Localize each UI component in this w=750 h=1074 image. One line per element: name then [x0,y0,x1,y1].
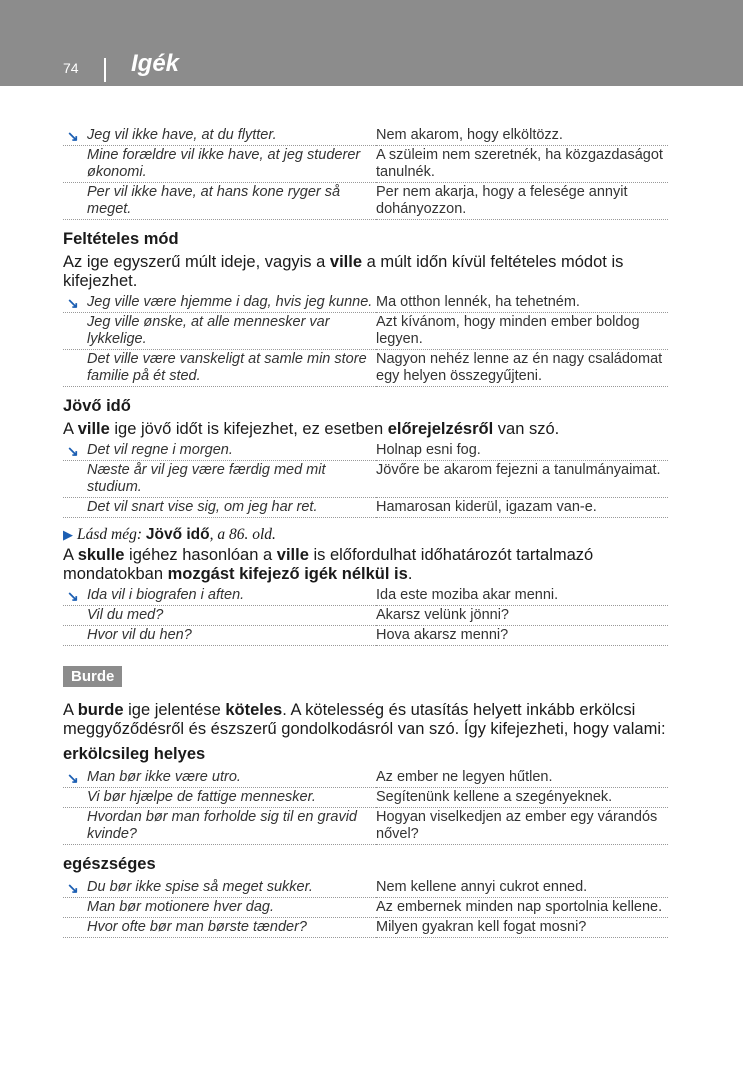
example-row [63,626,668,646]
danish-text: Jeg vil ikke have, at du flytter. [87,127,277,143]
arrow-down-right-icon: ↘ [67,128,79,144]
subheading-healthy: egészséges [63,855,156,873]
danish-text: Det ville være vanskeligt at samle min store familie på ét sted. [87,351,367,384]
hungarian-translation: A szüleim nem szeretnék, ha közgazdaságot tanulnék. [376,146,668,183]
danish-example [63,768,376,788]
hungarian-translation: Ida este moziba akar menni. [376,586,668,606]
danish-text: Næste år vil jeg være færdig med mit studium. [87,462,326,495]
see-also-reference[interactable]: ▶ Lásd még: Jövő idő, a 86. old. [63,526,276,543]
example-row [63,606,668,626]
hungarian-translation: Az embernek minden nap sportolnia kellene. [376,898,668,918]
danish-text: Det vil snart vise sig, om jeg har ret. [87,499,318,515]
example-table-moral [63,768,668,845]
hungarian-translation: Az ember ne legyen hűtlen. [376,768,668,788]
future-paragraph: A ville ige jövő időt is kifejezhet, ez esetben előrejelzésről van szó. [63,420,560,438]
danish-example [63,146,376,183]
hungarian-translation: Hova akarsz menni? [376,626,668,646]
example-row [63,313,668,350]
hungarian-translation: Holnap esni fog. [376,441,668,461]
hungarian-translation: Azt kívánom, hogy minden ember boldog legyen. [376,313,668,350]
triangle-right-icon: ▶ [63,527,73,542]
danish-text: Jeg ville være hjemme i dag, hvis jeg kunne. [87,294,373,310]
arrow-down-right-icon: ↘ [67,443,79,459]
danish-example [63,788,376,808]
hungarian-translation: Ma otthon lennék, ha tehetném. [376,293,668,313]
section-label-burde: Burde [63,666,122,687]
hungarian-translation: Nem kellene annyi cukrot enned. [376,878,668,898]
arrow-down-right-icon: ↘ [67,880,79,896]
hungarian-translation: Nem akarom, hogy elköltözz. [376,126,668,146]
page-header [0,0,743,86]
danish-example [63,498,376,518]
page-number: 74 [63,60,79,76]
danish-text: Hvordan bør man forholde sig til en gravid kvinde? [87,809,357,842]
arrow-down-right-icon: ↘ [67,295,79,311]
example-row [63,183,668,220]
example-row [63,441,668,461]
danish-text: Vi bør hjælpe de fattige mennesker. [87,789,316,805]
danish-example [63,808,376,845]
section-heading-conditional: Feltételes mód [63,230,179,248]
example-row [63,878,668,898]
danish-text: Det vil regne i morgen. [87,442,233,458]
example-row [63,898,668,918]
danish-example [63,293,376,313]
example-row [63,293,668,313]
danish-text: Hvor ofte bør man børste tænder? [87,919,307,935]
example-row [63,586,668,606]
danish-text: Mine forældre vil ikke have, at jeg studerer økonomi. [87,147,361,180]
danish-example [63,918,376,938]
danish-example [63,878,376,898]
danish-text: Man bør ikke være utro. [87,769,241,785]
danish-text: Hvor vil du hen? [87,627,192,643]
danish-example [63,441,376,461]
chapter-title: Igék [131,50,180,77]
example-table-movement [63,586,668,646]
example-row [63,146,668,183]
hungarian-translation: Akarsz velünk jönni? [376,606,668,626]
danish-text: Jeg ville ønske, at alle mennesker var lykkelige. [87,314,330,347]
danish-text: Ida vil i biografen i aften. [87,587,245,603]
danish-example [63,606,376,626]
example-table-future [63,441,668,518]
arrow-down-right-icon: ↘ [67,588,79,604]
example-row [63,768,668,788]
section-heading-future: Jövő idő [63,397,131,415]
skulle-paragraph: A skulle igéhez hasonlóan a ville is előfordulhat időhatározót tartalmazó mondatokban mozgást kifejező igék nélkül is. [63,546,594,583]
example-row [63,918,668,938]
header-separator [104,58,106,82]
danish-example [63,313,376,350]
danish-example [63,183,376,220]
example-row [63,350,668,387]
hungarian-translation: Nagyon nehéz lenne az én nagy családomat egy helyen összegyűjteni. [376,350,668,387]
danish-example [63,461,376,498]
hungarian-translation: Segítenünk kellene a szegényeknek. [376,788,668,808]
danish-example [63,898,376,918]
page-content [63,126,668,938]
danish-example [63,626,376,646]
danish-example [63,586,376,606]
danish-example [63,350,376,387]
hungarian-translation: Jövőre be akarom fejezni a tanulmányaimat. [376,461,668,498]
danish-text: Vil du med? [87,607,164,623]
example-row [63,126,668,146]
burde-paragraph: A burde ige jelentése köteles. A kötelesség és utasítás helyett inkább erkölcsi meggyőződésről és észszerű gondolkodásról van szó. Így kifejezheti, hogy valami: [63,701,666,738]
example-row [63,461,668,498]
example-row [63,498,668,518]
hungarian-translation: Hogyan viselkedjen az ember egy várandós nővel? [376,808,668,845]
danish-example [63,126,376,146]
example-table-intro [63,126,668,220]
arrow-down-right-icon: ↘ [67,770,79,786]
hungarian-translation: Per nem akarja, hogy a felesége annyit dohányozzon. [376,183,668,220]
example-row [63,808,668,845]
danish-text: Per vil ikke have, at hans kone ryger så meget. [87,184,341,217]
danish-text: Man bør motionere hver dag. [87,899,274,915]
conditional-paragraph: Az ige egyszerű múlt ideje, vagyis a ville a múlt időn kívül feltételes módot is kifejezhet. [63,253,624,290]
danish-text: Du bør ikke spise så meget sukker. [87,879,313,895]
example-row [63,788,668,808]
hungarian-translation: Hamarosan kiderül, igazam van-e. [376,498,668,518]
example-table-health [63,878,668,938]
hungarian-translation: Milyen gyakran kell fogat mosni? [376,918,668,938]
subheading-morally-right: erkölcsileg helyes [63,745,206,763]
example-table-conditional [63,293,668,387]
